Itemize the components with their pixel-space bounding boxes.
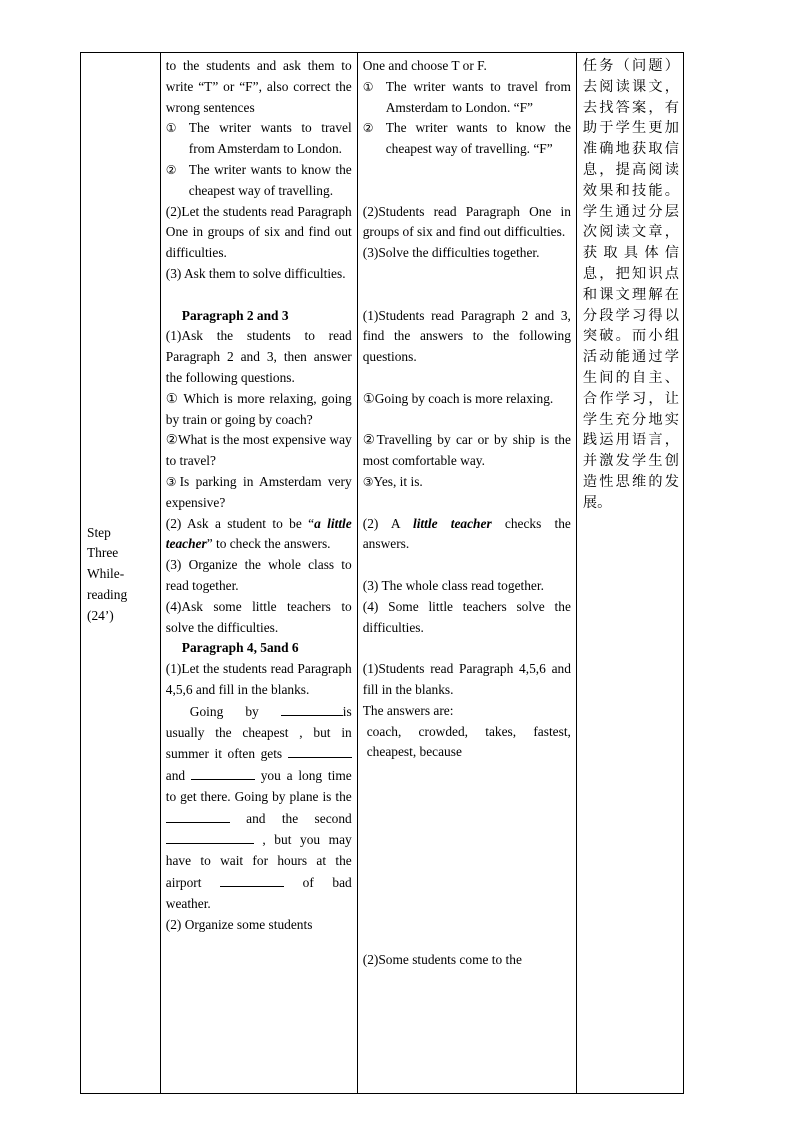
- answers-label: The answers are:: [362, 702, 454, 718]
- student-p23-item-1: (1)Students read Paragraph 2 and 3, find the answers to the following questions.: [362, 307, 571, 365]
- spacer: [363, 555, 571, 576]
- step-label-line: reading: [87, 586, 128, 602]
- step-label-line: While-: [87, 566, 125, 582]
- spacer: [363, 368, 571, 389]
- exercise-text: and: [165, 768, 186, 784]
- text-part: ” to check the answers.: [206, 536, 331, 552]
- circled-number: ①: [362, 79, 374, 94]
- step-label-line: Step: [87, 524, 111, 540]
- teacher-p1-item-2: (2)Let the students read Paragraph One in groups of six and find out difficulties.: [165, 203, 352, 261]
- little-teacher-emphasis: a little teacher: [165, 515, 352, 552]
- teacher-statement-2: [166, 160, 352, 202]
- spacer: [363, 264, 571, 285]
- spacer: [363, 410, 571, 431]
- answer-blank: [288, 743, 352, 758]
- question-text: Is parking in Amsterdam very expensive?: [165, 473, 352, 510]
- answer-blank: [166, 808, 230, 823]
- circled-number: ③: [165, 474, 180, 489]
- question-3: [166, 472, 352, 514]
- step-cell: [81, 53, 161, 1094]
- teacher-p1-item-3: (3) Ask them to solve difficulties.: [165, 265, 346, 281]
- teacher-statement-1: [166, 118, 352, 160]
- statement-text: The writer wants to know the cheapest way of travelling. “F”: [385, 120, 571, 157]
- student-p23-item-4: (4) Some little teachers solve the difficulties.: [362, 598, 571, 635]
- answer-blank: [281, 701, 343, 716]
- design-purpose-text: 任务（问题）去阅读课文，去找答案，有助于学生更加准确地获取信息，提高阅读效果和技能。学生通过分层次阅读文章，获取具体信息，把知识点和课文理解在分段学习得以突破。而小组活动能通过学生间的自主、合作学习，让学生充分地实践运用语言，并激发学生创造性思维的发展。: [582, 58, 679, 511]
- paragraph-2-3-heading: Paragraph 2 and 3: [181, 307, 289, 323]
- exercise-text: you a long time to get there. Going by plane is the: [165, 768, 352, 804]
- answer-blank: [220, 872, 284, 887]
- circled-number: ②: [165, 162, 177, 177]
- question-2: ②What is the most expensive way to travel?: [165, 432, 352, 469]
- student-p23-item-2: [363, 514, 571, 556]
- teacher-intro: to the students and ask them to write “T” or “F”, also correct the wrong sentences: [165, 58, 352, 115]
- student-p1-item-2: (2)Students read Paragraph One in groups of six and find out difficulties.: [362, 203, 571, 240]
- spacer: [363, 638, 571, 659]
- teacher-p456-item-1: (1)Let the students read Paragraph 4,5,6 and fill in the blanks.: [165, 661, 352, 697]
- answer-blank: [166, 829, 254, 844]
- fill-in-exercise: [166, 701, 352, 915]
- answer-text: Yes, it is.: [373, 473, 423, 489]
- student-p456-item-2: (2)Some students come to the: [362, 952, 522, 968]
- teacher-p23-item-3: (3) Organize the whole class to read together.: [165, 557, 352, 593]
- design-purpose-cell: [576, 53, 683, 1094]
- teacher-p23-item-4: (4)Ask some little teachers to solve the difficulties.: [165, 598, 352, 635]
- answer-1: ①Going by coach is more relaxing.: [362, 390, 554, 406]
- text-part: (2) A: [362, 515, 413, 531]
- answer-blank: [191, 765, 255, 780]
- spacer: [363, 160, 571, 181]
- spacer: [363, 285, 571, 306]
- spacer: [363, 181, 571, 202]
- question-1: ① Which is more relaxing, going by train or going by coach?: [165, 390, 352, 427]
- spacer: [363, 493, 571, 514]
- step-time: (24’): [87, 607, 114, 623]
- statement-text: The writer wants to travel from Amsterdam to London. “F”: [385, 78, 571, 115]
- circled-number: ③: [362, 474, 374, 489]
- text-part: (2) Ask a student to be “: [165, 515, 315, 531]
- teacher-p23-item-1: (1)Ask the students to read Paragraph 2 and 3, then answer the following questions.: [165, 328, 352, 385]
- paragraph-4-5-6-heading: Paragraph 4, 5and 6: [181, 640, 299, 656]
- student-p456-item-1: (1)Students read Paragraph 4,5,6 and fill in the blanks.: [362, 661, 571, 697]
- circled-number: ②: [362, 121, 374, 136]
- exercise-text: of bad weather.: [165, 875, 352, 911]
- lesson-plan-table: [80, 52, 684, 1094]
- teacher-activity-cell: [160, 53, 357, 1094]
- spacer: [363, 763, 571, 950]
- student-p1-item-3: (3)Solve the difficulties together.: [362, 245, 540, 261]
- statement-text: The writer wants to travel from Amsterdam to London.: [188, 120, 352, 157]
- fill-answers: coach, crowded, takes, fastest, cheapest, because: [366, 723, 571, 760]
- student-statement-2: [363, 118, 571, 160]
- spacer: [166, 285, 352, 306]
- teacher-p23-item-2: [166, 514, 352, 556]
- student-statement-1: [363, 77, 571, 119]
- little-teacher-emphasis: little teacher: [412, 515, 492, 531]
- exercise-text: and the second: [246, 810, 352, 826]
- teacher-p456-item-2: (2) Organize some students: [165, 916, 313, 932]
- exercise-text: Going by: [189, 703, 259, 719]
- table-row: [81, 53, 684, 1094]
- student-p23-item-3: (3) The whole class read together.: [362, 577, 544, 593]
- statement-text: The writer wants to know the cheapest way of travelling.: [188, 161, 352, 198]
- circled-number: ①: [165, 121, 177, 136]
- answer-3: [363, 472, 571, 493]
- step-label-line: Three: [87, 545, 119, 561]
- answer-2: ②Travelling by car or by ship is the most comfortable way.: [362, 432, 571, 469]
- exercise-text: , but you may have to wait for hours at the airport: [165, 832, 352, 891]
- student-intro: One and choose T or F.: [362, 58, 487, 73]
- exercise-text: is usually the cheapest , but in summer it often gets: [165, 703, 352, 762]
- student-activity-cell: [357, 53, 576, 1094]
- text-part: checks the answers.: [362, 515, 571, 552]
